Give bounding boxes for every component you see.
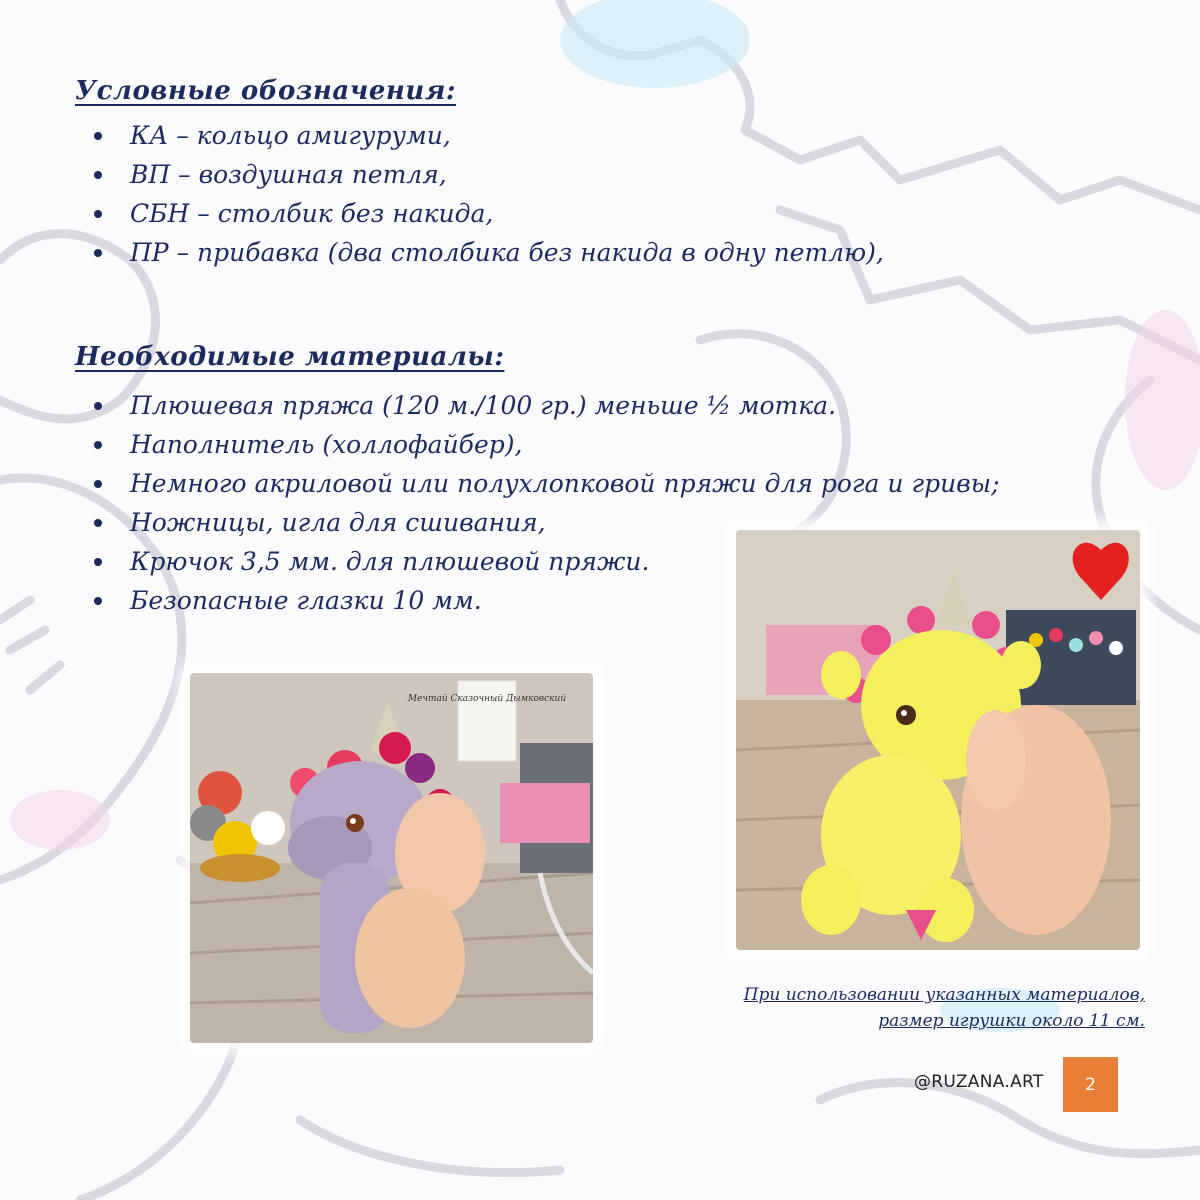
materials-title: Необходимые материалы: xyxy=(75,342,505,372)
legend-item: КА – кольцо амигуруми, xyxy=(90,116,1140,155)
legend-title: Условные обозначения: xyxy=(75,76,457,106)
legend-item: СБН – столбик без накида, xyxy=(90,194,1140,233)
legend-list xyxy=(90,116,1140,272)
caption-line-1: При использовании указанных материалов, xyxy=(743,985,1145,1005)
lilac-unicorn-image xyxy=(190,673,593,1043)
material-item: Крючок 3,5 мм. для плюшевой пряжи. xyxy=(90,542,1040,581)
caption-line-2: размер игрушки около 11 см. xyxy=(878,1011,1145,1031)
material-item: Безопасные глазки 10 мм. xyxy=(90,581,1040,620)
page-number-badge: 2 xyxy=(1063,1057,1118,1112)
legend-item: ВП – воздушная петля, xyxy=(90,155,1140,194)
yellow-unicorn-image xyxy=(736,530,1140,950)
card-text: Мечтай Сказочный Дымковский xyxy=(407,694,567,704)
material-item: Наполнитель (холлофайбер), xyxy=(90,425,1040,464)
material-item: Немного акриловой или полухлопковой пряжи для рога и гривы; xyxy=(90,464,1040,503)
author-handle: @RUZANA.ART xyxy=(914,1072,1044,1092)
material-item: Ножницы, игла для сшивания, xyxy=(90,503,1040,542)
text-card xyxy=(458,681,516,761)
photo-lilac-unicorn xyxy=(190,673,593,1043)
material-item: Плюшевая пряжа (120 м./100 гр.) меньше ½ мотка. xyxy=(90,386,1040,425)
legend-item: ПР – прибавка (два столбика без накида в одну петлю), xyxy=(90,233,1140,272)
photo-yellow-unicorn xyxy=(736,530,1140,950)
